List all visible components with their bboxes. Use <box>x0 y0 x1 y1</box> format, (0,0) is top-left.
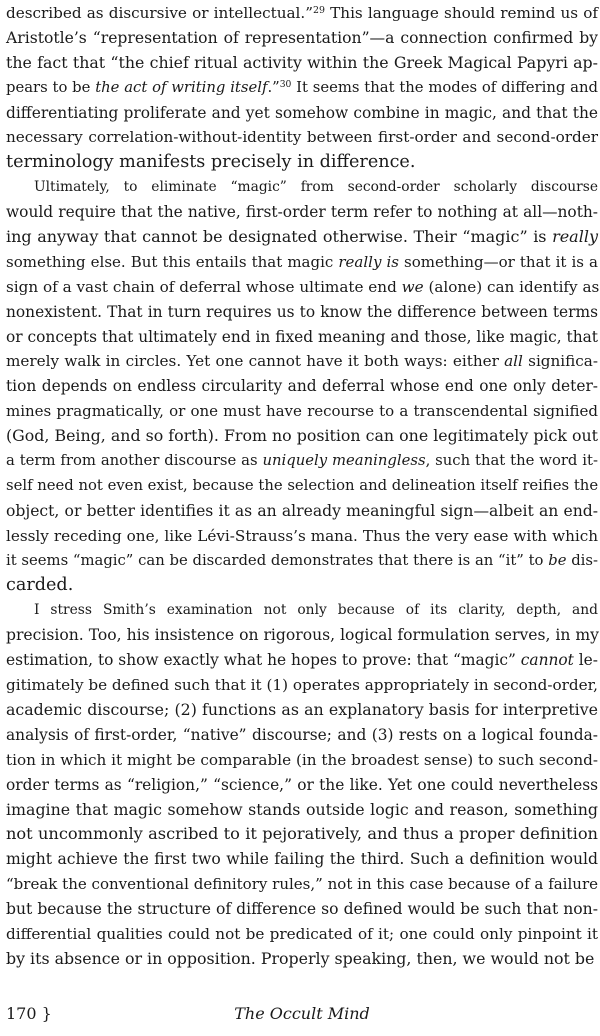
text-line <box>6 1 598 26</box>
text-run: Ultimately, to eliminate “magic” from second-order scholarly discourse <box>34 179 598 196</box>
text-line <box>6 424 598 449</box>
text-run: .” <box>267 78 280 96</box>
text-run: not uncommonly ascribed to it pejoratively, and thus a proper definition <box>6 824 598 844</box>
text-run: , such that the word it- <box>425 452 598 470</box>
text-line <box>6 872 598 897</box>
text-line <box>6 150 598 175</box>
text-run: or concepts that ultimately end in fixed meaning and those, like magic, that <box>6 327 598 346</box>
italic-text: the act of writing itself <box>95 78 268 96</box>
text-run: something else. But this entails that magic <box>6 252 339 271</box>
text-line <box>6 673 598 698</box>
text-line <box>6 648 598 673</box>
text-run: “break the conventional definitory rules,” not in this case because of a failure <box>6 875 598 894</box>
text-line <box>6 474 598 499</box>
text-run: (God, Being, and so forth). From no position can one legitimately pick out <box>6 426 598 446</box>
text-run: described as discursive or intellectual.” <box>6 4 313 22</box>
text-run: significa- <box>522 352 598 371</box>
text-run: necessary correlation-without-identity between first-order and second-order <box>6 128 598 147</box>
text-line <box>6 250 598 275</box>
paragraph <box>6 598 598 971</box>
text-run: estimation, to show exactly what he hopes to prove: that “magic” <box>6 651 521 670</box>
text-run: It seems that the modes of differing and <box>291 78 598 96</box>
text-line <box>6 698 598 723</box>
text-run: This language should remind us of <box>324 4 599 22</box>
text-run: carded. <box>6 575 74 596</box>
text-run: but because the structure of difference so defined would be such that non- <box>6 900 598 919</box>
text-run: differential qualities could not be predicated of it; one could only pinpoint it <box>6 924 598 943</box>
paragraph <box>6 1 598 175</box>
text-line <box>6 51 598 76</box>
text-line <box>6 798 598 823</box>
text-run: le- <box>573 651 598 670</box>
running-title: The Occult Mind <box>234 1004 370 1023</box>
text-line <box>6 101 598 126</box>
text-line <box>6 822 598 847</box>
text-line <box>6 549 598 574</box>
text-line <box>6 524 598 549</box>
footnote-ref: 29 <box>313 4 325 16</box>
text-run: by its absence or in opposition. Properly speaking, then, we would not be <box>6 948 595 968</box>
text-run: dis- <box>566 551 598 569</box>
page-body <box>6 1 598 972</box>
italic-text: really <box>552 227 598 247</box>
text-line <box>6 499 598 524</box>
text-run: object, or better identifies it as an already meaningful sign—albeit an end- <box>6 501 598 520</box>
text-line <box>6 773 598 798</box>
text-run: (alone) can identify as <box>423 277 600 296</box>
text-line <box>6 449 598 474</box>
text-run: a term from another discourse as <box>6 452 263 470</box>
text-line <box>6 723 598 748</box>
text-line <box>6 922 598 947</box>
text-line <box>6 947 598 972</box>
page-number: 170 } <box>6 1004 52 1023</box>
text-run: order terms as “religion,” “science,” or the like. Yet one could nevertheless <box>6 775 598 794</box>
text-line <box>6 573 598 598</box>
text-line <box>6 847 598 872</box>
text-run: lessly receding one, like Lévi-Strauss’s mana. Thus the very ease with which <box>6 526 598 545</box>
text-line <box>6 26 598 51</box>
text-line <box>6 748 598 773</box>
text-line <box>6 897 598 922</box>
italic-text: all <box>504 352 523 371</box>
text-line <box>6 76 598 101</box>
text-run: gitimately be defined such that it (1) operates appropriately in second-order, <box>6 676 598 695</box>
text-line <box>6 374 598 399</box>
footnote-ref: 30 <box>279 78 292 90</box>
text-line <box>6 399 598 424</box>
text-run: terminology manifests precisely in difference. <box>6 152 416 173</box>
text-run: analysis of first-order, “native” discourse; and (3) rests on a logical founda- <box>6 725 598 744</box>
text-run: something—or that it is a <box>398 252 598 271</box>
text-line <box>6 275 598 300</box>
text-run: academic discourse; (2) functions as an explanatory basis for interpretive <box>6 699 598 719</box>
italic-text: uniquely meaningless <box>262 452 426 470</box>
text-line <box>6 125 598 150</box>
text-line <box>6 175 598 200</box>
text-line <box>6 598 598 623</box>
text-run: ing anyway that cannot be designated otherwise. Their “magic” is <box>6 227 553 247</box>
text-run: merely walk in circles. Yet one cannot have it both ways: either <box>6 352 505 371</box>
text-line <box>6 325 598 350</box>
text-run: tion depends on endless circularity and deferral whose end one only deter- <box>6 377 598 396</box>
text-run: it seems “magic” can be discarded demonstrates that there is an “it” to <box>6 551 549 569</box>
text-run: nonexistent. That in turn requires us to know the difference between terms <box>6 302 598 321</box>
text-line <box>6 225 598 250</box>
text-run: mines pragmatically, or one must have recourse to a transcendental signified <box>6 402 598 421</box>
text-run: tion in which it might be comparable (in the broadest sense) to such second- <box>6 750 598 769</box>
text-line <box>6 200 598 225</box>
text-line <box>6 623 598 648</box>
italic-text: really is <box>338 252 399 271</box>
text-run: I stress Smith’s examination not only because of its clarity, depth, and <box>34 602 598 619</box>
text-line <box>6 349 598 374</box>
text-run: might achieve the first two while failing the third. Such a definition would <box>6 850 598 869</box>
text-run: would require that the native, first-order term refer to nothing at all—noth- <box>6 203 598 222</box>
italic-text: be <box>548 551 567 569</box>
italic-text: we <box>401 277 424 296</box>
text-run: self need not even exist, because the selection and delineation itself reifies the <box>6 476 599 494</box>
text-run: precision. Too, his insistence on rigorous, logical formulation serves, in my <box>6 626 599 645</box>
text-run: pears to be <box>6 78 96 96</box>
text-run: sign of a vast chain of deferral whose ultimate end <box>6 277 402 296</box>
text-run: Aristotle’s “representation of representation”—a connection confirmed by <box>6 28 598 47</box>
italic-text: cannot <box>520 651 574 670</box>
text-run: differentiating proliferate and yet somehow combine in magic, and that the <box>6 103 598 122</box>
paragraph <box>6 175 598 598</box>
text-line <box>6 300 598 325</box>
text-run: the fact that “the chief ritual activity within the Greek Magical Papyri ap- <box>6 52 598 72</box>
text-run: imagine that magic somehow stands outside logic and reason, something <box>6 799 598 819</box>
